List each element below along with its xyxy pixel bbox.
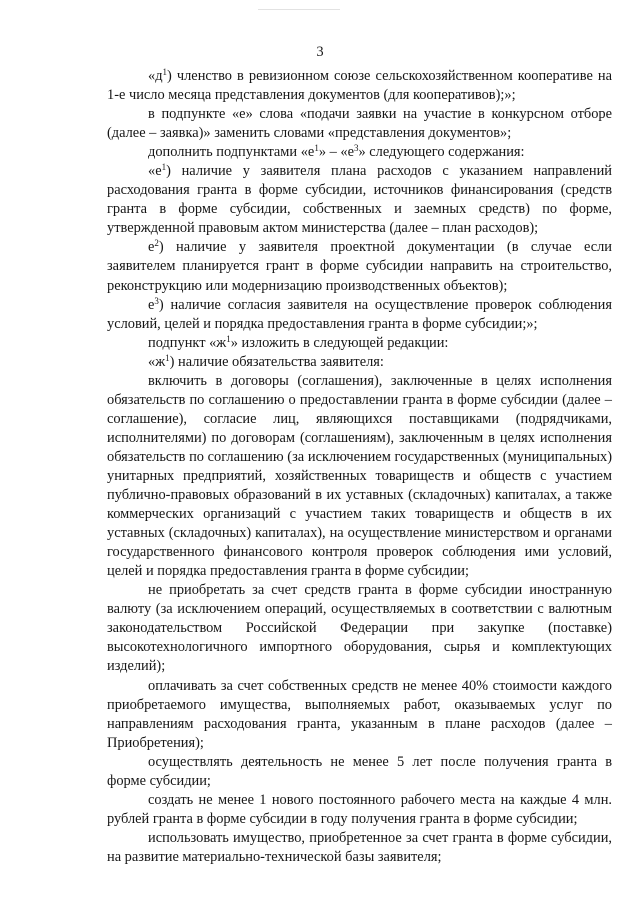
- paragraph-e2: $е^2$) наличие у заявителя проектной документации (в случае если заявителем планируется грант в форме субсидии направить на строительство, реконструкцию или модернизацию производственных объектов);: [107, 238, 612, 294]
- paragraph-zh1: «$ж^1$) наличие обязательства заявителя:: [148, 352, 384, 370]
- paragraph-obligation-property: использовать имущество, приобретенное за счет гранта в форме субсидии, на развитие материально-технической базы заявителя;: [107, 829, 612, 865]
- paragraph-obligation-5-years: осуществлять деятельность не менее 5 лет после получения гранта в форме субсидии;: [107, 753, 612, 789]
- paragraph-amend-e: в подпункте «е» слова «подачи заявки на участие в конкурсном отборе (далее – заявка)» заменить словами «представления документов»;: [107, 106, 612, 142]
- paragraph-d1: «$д^1$) членство в ревизионном союзе сельскохозяйственном кооперативе на 1-е число месяца представления документов (для кооперативов);»;: [107, 67, 612, 104]
- scan-artifact: [258, 0, 340, 10]
- paragraph-obligation-contracts: включить в договоры (соглашения), заключенные в целях исполнения обязательств по соглашению о предоставлении гранта в форме субсидии (далее – соглашение), согласие лиц, являющихся поставщиками (подрядчиками, исполнителями) по договорам (соглашениям), заключенным в целях исполнения обязательств по соглашению (за исключением государственных (муниципальных) унитарных предприятий, хозяйственных товариществ и обществ с участием публично-правовых образований в их уставных (складочных) капиталах, а также коммерческих организаций с участием таких товариществ и обществ в их уставных (складочных) капиталах), на осуществление министерством и органами государственного финансового контроля проверок соблюдения ими условий, целей и порядка предоставления гранта в форме субсидии;: [107, 372, 612, 580]
- page-number: 3: [316, 44, 324, 60]
- paragraph-e1: «$е^1$) наличие у заявителя плана расходов с указанием направлений расходования гранта в форме субсидии, источников финансирования (средств гранта в форме субсидии, собственных и заемных средств) по форме, утвержденной правовым актом министерства (далее – план расходов);: [107, 162, 612, 237]
- document-body: [107, 67, 612, 867]
- paragraph-add-e1-e3: дополнить подпунктами «$е^1$» – «$е^3$» следующего содержания:: [148, 143, 525, 161]
- paragraph-obligation-jobs: создать не менее 1 нового постоянного рабочего места на каждые 4 млн. рублей гранта в форме субсидии в году получения гранта в форме субсидии;: [107, 791, 612, 827]
- paragraph-e3: $е^3$) наличие согласия заявителя на осуществление проверок соблюдения условий, целей и порядка предоставления гранта в форме субсидии;»;: [107, 295, 612, 332]
- paragraph-obligation-own-funds: оплачивать за счет собственных средств не менее 40% стоимости каждого приобретаемого имущества, выполняемых работ, оказываемых услуг по направлениям расходования гранта, указанным в плане расходов (далее – Приобретения);: [107, 677, 612, 751]
- paragraph-obligation-currency: не приобретать за счет средств гранта в форме субсидии иностранную валюту (за исключением операций, осуществляемых в соответствии с валютным законодательством Российской Федерации при закупке (поставке) высокотехнологичного импортного оборудования, сырья и комплектующих изделий);: [107, 582, 612, 675]
- paragraph-restate-zh1: подпункт «$ж^1$» изложить в следующей редакции:: [148, 333, 449, 351]
